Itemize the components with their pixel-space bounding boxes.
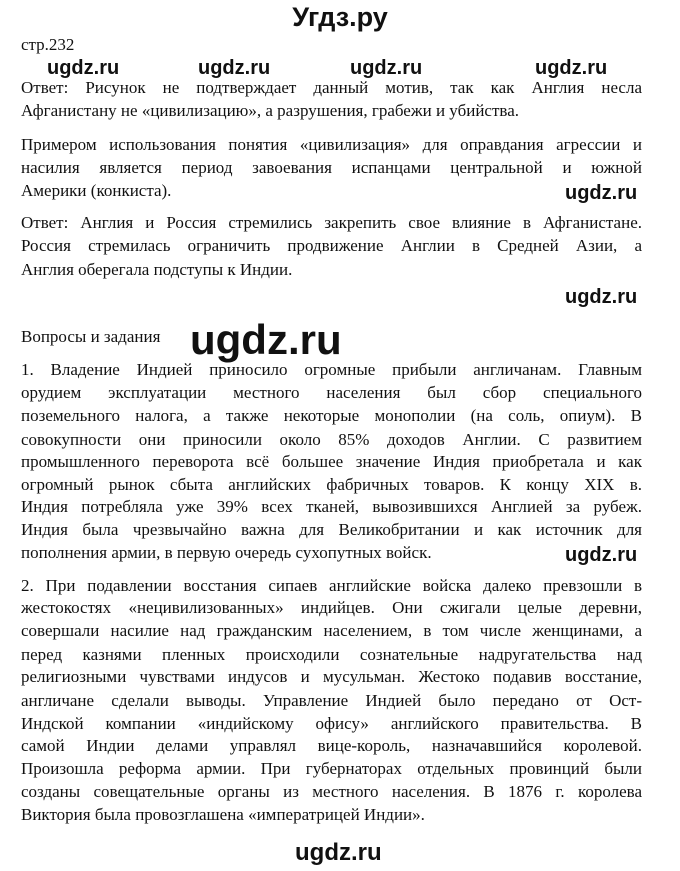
task-2-answer-line: жестокостях «нецивилизованных» индийцев. Они сжигали целые деревни, (21, 598, 642, 617)
task-2-answer-line: англичане сделали выводы. Управление Индией было передано от Ост- (21, 691, 642, 710)
task-1-answer-line: Индия потребляла уже 39% всех тканей, вывозившихся Англией за рубеж. (21, 497, 642, 516)
task-2-answer-line: религиозными чувствами индусов и мусульман. Жестоко подавив восстание, (21, 667, 642, 686)
answer-1-line: Афганистану не «цивилизацию», а разрушения, грабежи и убийства. (21, 101, 519, 120)
task-2-answer-line: совершали насилие над гражданским населением, в том числе женщинами, а (21, 621, 642, 640)
answer-2-line: Англия оберегала подступы к Индии. (21, 260, 293, 279)
watermark: ugdz.ru (198, 57, 271, 79)
answer-1-line: Ответ: Рисунок не подтверждает данный мотив, так как Англия несла (21, 78, 642, 97)
task-1-answer-line: огромный рынок сбыта английских фабричных товаров. К концу XIX в. (21, 475, 642, 494)
task-2-answer-line: созданы совещательные органы из местного населения. В 1876 г. королева (21, 782, 642, 801)
answer-2-line: Россия стремилась ограничить продвижение Англии в Средней Азии, а (21, 236, 642, 255)
task-1-answer-line: пополнения армии, в первую очередь сухопутных войск. (21, 543, 432, 562)
example-paragraph-line: Примером использования понятия «цивилизация» для оправдания агрессии и (21, 135, 642, 154)
task-2-answer-line: 2. При подавлении восстания сипаев английские войска далеко превзошли в (21, 576, 642, 595)
answer-2-line: Ответ: Англия и Россия стремились закрепить свое влияние в Афганистане. (21, 213, 642, 232)
section-title: Вопросы и задания (21, 327, 161, 346)
watermark: ugdz.ru (47, 57, 120, 79)
watermark: ugdz.ru (350, 57, 423, 79)
page-reference: стр.232 (21, 35, 75, 54)
example-paragraph-line: Америки (конкиста). (21, 181, 172, 200)
task-2-answer-line: Произошла реформа армии. При губернаторах отдельных провинций были (21, 759, 642, 778)
task-1-answer-line: 1. Владение Индией приносило огромные прибыли англичанам. Главным (21, 360, 642, 379)
task-1-answer-line: Индия была чрезвычайно важна для Великобритании и как источник для (21, 520, 642, 539)
watermark: ugdz.ru (565, 544, 638, 566)
task-2-answer-line: самой Индии делами управлял вице-король, назначавшийся королевой. (21, 736, 642, 755)
watermark: ugdz.ru (565, 286, 638, 308)
task-2-answer-line: Индской компании «индийскому офису» английского правительства. В (21, 714, 642, 733)
task-2-answer-line: перед казнями пленных происходили сознательные надругательства над (21, 645, 642, 664)
site-header-title[interactable]: Угдз.ру (292, 2, 388, 32)
watermark: ugdz.ru (535, 57, 608, 79)
watermark: ugdz.ru (295, 839, 382, 866)
task-1-answer-line: орудием эксплуатации местного населения был сбор специального (21, 383, 642, 402)
watermark: ugdz.ru (565, 182, 638, 204)
task-1-answer-line: промышленного переворота всё большее значение Индия приобретала и как (21, 452, 642, 471)
example-paragraph-line: насилия является период завоевания испанцами центральной и южной (21, 158, 642, 177)
task-1-answer-line: совокупности они приносили около 85% доходов Англии. С развитием (21, 430, 642, 449)
task-2-answer-line: Виктория была провозглашена «императрицей Индии». (21, 805, 425, 824)
watermark: ugdz.ru (190, 316, 342, 363)
task-1-answer-line: поземельного налога, а также некоторые монополии (на соль, опиум). В (21, 406, 642, 425)
